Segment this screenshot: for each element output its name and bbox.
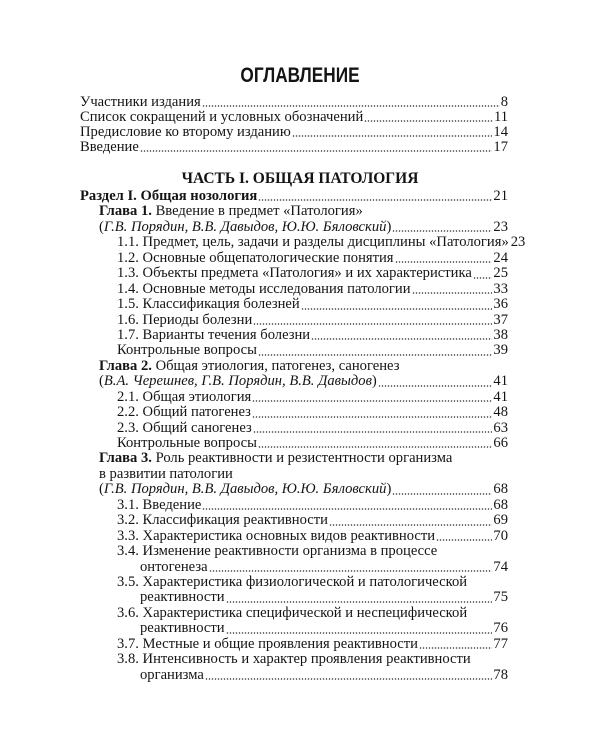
- dot-leader: [378, 385, 493, 387]
- page-number: 17: [493, 139, 508, 156]
- page-number: 39: [493, 342, 508, 359]
- toc-entry[interactable]: [80, 544, 508, 559]
- dot-leader: [258, 199, 492, 201]
- front-matter-list: [80, 95, 508, 155]
- page-number: 48: [493, 404, 508, 421]
- page-number: 8: [500, 94, 508, 110]
- chapter-heading[interactable]: [80, 451, 508, 466]
- authors-text: Г.В. Порядин, В.В. Давыдов, Ю.Ю. Бяловский: [103, 481, 387, 498]
- page-title: ОГЛАВЛЕНИЕ: [240, 64, 360, 87]
- dot-leader: [412, 292, 493, 294]
- entry-text: Участники издания: [80, 94, 201, 110]
- chapter-label: Глава 2.: [99, 357, 152, 374]
- dot-leader: [253, 323, 492, 325]
- dot-leader: [258, 354, 493, 356]
- page-number: 36: [493, 296, 508, 313]
- toc-entry[interactable]: [80, 498, 508, 513]
- chapter-title: Общая этиология, патогенез, саногенез: [155, 357, 400, 374]
- dot-leader: [329, 524, 492, 526]
- toc-entry[interactable]: [80, 282, 508, 297]
- toc-entry-continued[interactable]: [80, 621, 508, 636]
- dot-leader: [311, 338, 492, 340]
- page-number: 76: [493, 620, 508, 637]
- toc-entry[interactable]: [80, 652, 508, 667]
- dot-leader: [202, 508, 492, 510]
- toc-entry[interactable]: [80, 529, 508, 544]
- toc-entry[interactable]: [80, 313, 508, 328]
- entry-text: 1.3. Объекты предмета «Патология» и их характеристика: [117, 265, 472, 282]
- page-number: 41: [493, 388, 508, 405]
- entry-text: 3.7. Местные и общие проявления реактивности: [117, 635, 418, 652]
- dot-leader: [292, 135, 493, 137]
- chapter-authors[interactable]: [80, 374, 508, 389]
- entry-text: 3.3. Характеристика основных видов реактивности: [117, 527, 436, 544]
- page-number: 14: [493, 124, 508, 141]
- entry-text: 3.2. Классификация реактивности: [117, 512, 328, 529]
- toc-entry[interactable]: [80, 390, 508, 405]
- entry-text: Контрольные вопросы: [117, 435, 257, 451]
- entry-text: 2.3. Общий саногенез: [117, 419, 252, 436]
- page-number: 74: [493, 558, 508, 575]
- toc-entry[interactable]: [80, 125, 508, 140]
- chapter-title: Введение в предмет «Патология»: [155, 203, 363, 220]
- toc-entry-review-questions[interactable]: [80, 436, 508, 451]
- toc-entry-continued[interactable]: [80, 668, 508, 683]
- page-number: 70: [493, 527, 508, 544]
- entry-text: Контрольные вопросы: [117, 342, 257, 359]
- entry-text: 1.6. Периоды болезни: [117, 311, 253, 328]
- page-number: 11: [493, 109, 508, 126]
- entry-text: реактивности: [140, 589, 225, 606]
- entry-text: 1.1. Предмет, цель, задачи и разделы дисциплины «Патология»: [117, 234, 509, 251]
- toc-entry[interactable]: [80, 513, 508, 528]
- entry-text: 1.5. Классификация болезней: [117, 296, 300, 313]
- page-number: 38: [493, 326, 508, 343]
- page-number: 23: [510, 234, 526, 251]
- entry-text: 1.4. Основные методы исследования патологии: [117, 280, 411, 297]
- dot-leader: [140, 150, 493, 152]
- entry-text: 3.4. Изменение реактивности организма в процессе: [117, 543, 438, 560]
- entry-text: 3.6. Характеристика специфической и неспецифической: [117, 604, 468, 621]
- toc-entry[interactable]: [80, 266, 508, 281]
- chapter-label: Глава 3.: [99, 450, 152, 467]
- chapter-title-cont: в развитии патологии: [99, 465, 233, 482]
- entry-text: Раздел I. Общая нозология: [80, 188, 258, 204]
- section-entry[interactable]: [80, 189, 508, 204]
- entry-text: 2.2. Общий патогенез: [117, 404, 251, 421]
- toc-entry[interactable]: [80, 575, 508, 590]
- authors-text: В.А. Черешнев, Г.В. Порядин, В.В. Давыдов: [103, 373, 372, 390]
- dot-leader: [392, 230, 492, 232]
- toc-entry-continued[interactable]: [80, 590, 508, 605]
- entry-text: 1.7. Варианты течения болезни: [117, 326, 311, 343]
- part-heading: ЧАСТЬ I. ОБЩАЯ ПАТОЛОГИЯ: [181, 170, 419, 187]
- dot-leader: [473, 277, 493, 279]
- page-number: 25: [493, 265, 508, 282]
- dot-leader: [226, 601, 493, 603]
- chapter-heading[interactable]: [80, 359, 508, 374]
- page-number: 41: [493, 373, 508, 390]
- dot-leader: [258, 446, 493, 448]
- chapter-authors[interactable]: [80, 482, 508, 497]
- dot-leader: [226, 632, 493, 634]
- entry-text: 1.2. Основные общепатологические понятия: [117, 249, 394, 266]
- authors: (Г.В. Порядин, В.В. Давыдов, Ю.Ю. Бяловский): [99, 218, 392, 235]
- main-toc: [80, 188, 526, 683]
- toc-entry[interactable]: [80, 297, 508, 312]
- entry-text: Предисловие ко второму изданию: [80, 124, 291, 141]
- page-number: 77: [493, 635, 508, 652]
- dot-leader: [209, 570, 493, 572]
- toc-entry[interactable]: [80, 140, 508, 155]
- page-number: 23: [493, 218, 508, 235]
- page-number: 37: [493, 311, 508, 328]
- toc-entry[interactable]: [80, 405, 508, 420]
- page-number: 78: [493, 666, 508, 683]
- chapter-heading[interactable]: [80, 204, 508, 219]
- dot-leader: [436, 539, 492, 541]
- page-number: 69: [493, 512, 508, 529]
- dot-leader: [395, 261, 493, 263]
- toc-entry[interactable]: [80, 95, 508, 110]
- page-number: 33: [493, 280, 508, 297]
- toc-entry[interactable]: [80, 328, 508, 343]
- dot-leader: [252, 416, 493, 418]
- toc-entry[interactable]: [80, 637, 508, 652]
- authors-text: Г.В. Порядин, В.В. Давыдов, Ю.Ю. Бяловский: [103, 218, 387, 235]
- dot-leader: [392, 493, 492, 495]
- dot-leader: [202, 105, 500, 107]
- dot-leader: [252, 400, 492, 402]
- page-number: 63: [493, 419, 508, 436]
- authors: (В.А. Черешнев, Г.В. Порядин, В.В. Давыдов): [99, 373, 377, 390]
- chapter-heading-continued[interactable]: [80, 467, 508, 482]
- authors: (Г.В. Порядин, В.В. Давыдов, Ю.Ю. Бяловский): [99, 481, 392, 498]
- toc-entry[interactable]: [80, 606, 508, 621]
- page-number: 21: [493, 188, 508, 204]
- entry-text: 3.8. Интенсивность и характер проявления реактивности: [117, 651, 471, 668]
- toc-entry[interactable]: [80, 251, 508, 266]
- toc-entry-continued[interactable]: [80, 560, 508, 575]
- entry-text: 2.1. Общая этиология: [117, 388, 252, 405]
- page-number: 66: [493, 435, 508, 451]
- chapter-authors[interactable]: [80, 220, 508, 235]
- page-number: 24: [493, 249, 508, 266]
- dot-leader: [301, 308, 493, 310]
- dot-leader: [253, 431, 493, 433]
- page-number: 68: [493, 496, 508, 513]
- entry-text: онтогенеза: [140, 558, 208, 575]
- toc-entry[interactable]: [80, 421, 508, 436]
- chapter-label: Глава 1.: [99, 203, 152, 220]
- entry-text: Список сокращений и условных обозначений: [80, 109, 364, 126]
- page-number: 75: [493, 589, 508, 606]
- toc-entry-review-questions[interactable]: [80, 343, 508, 358]
- chapter-title: Роль реактивности и резистентности организма: [155, 450, 453, 467]
- dot-leader: [364, 120, 493, 122]
- entry-text: Введение: [80, 139, 139, 156]
- dot-leader: [205, 678, 493, 680]
- entry-text: 3.5. Характеристика физиологической и патологической: [117, 573, 468, 590]
- page-number: 68: [493, 481, 508, 498]
- entry-text: реактивности: [140, 620, 225, 637]
- toc-entry[interactable]: [80, 110, 508, 125]
- toc-entry[interactable]: [80, 234, 526, 251]
- entry-text: организма: [140, 666, 204, 683]
- entry-text: 3.1. Введение: [117, 496, 202, 513]
- dot-leader: [419, 647, 492, 649]
